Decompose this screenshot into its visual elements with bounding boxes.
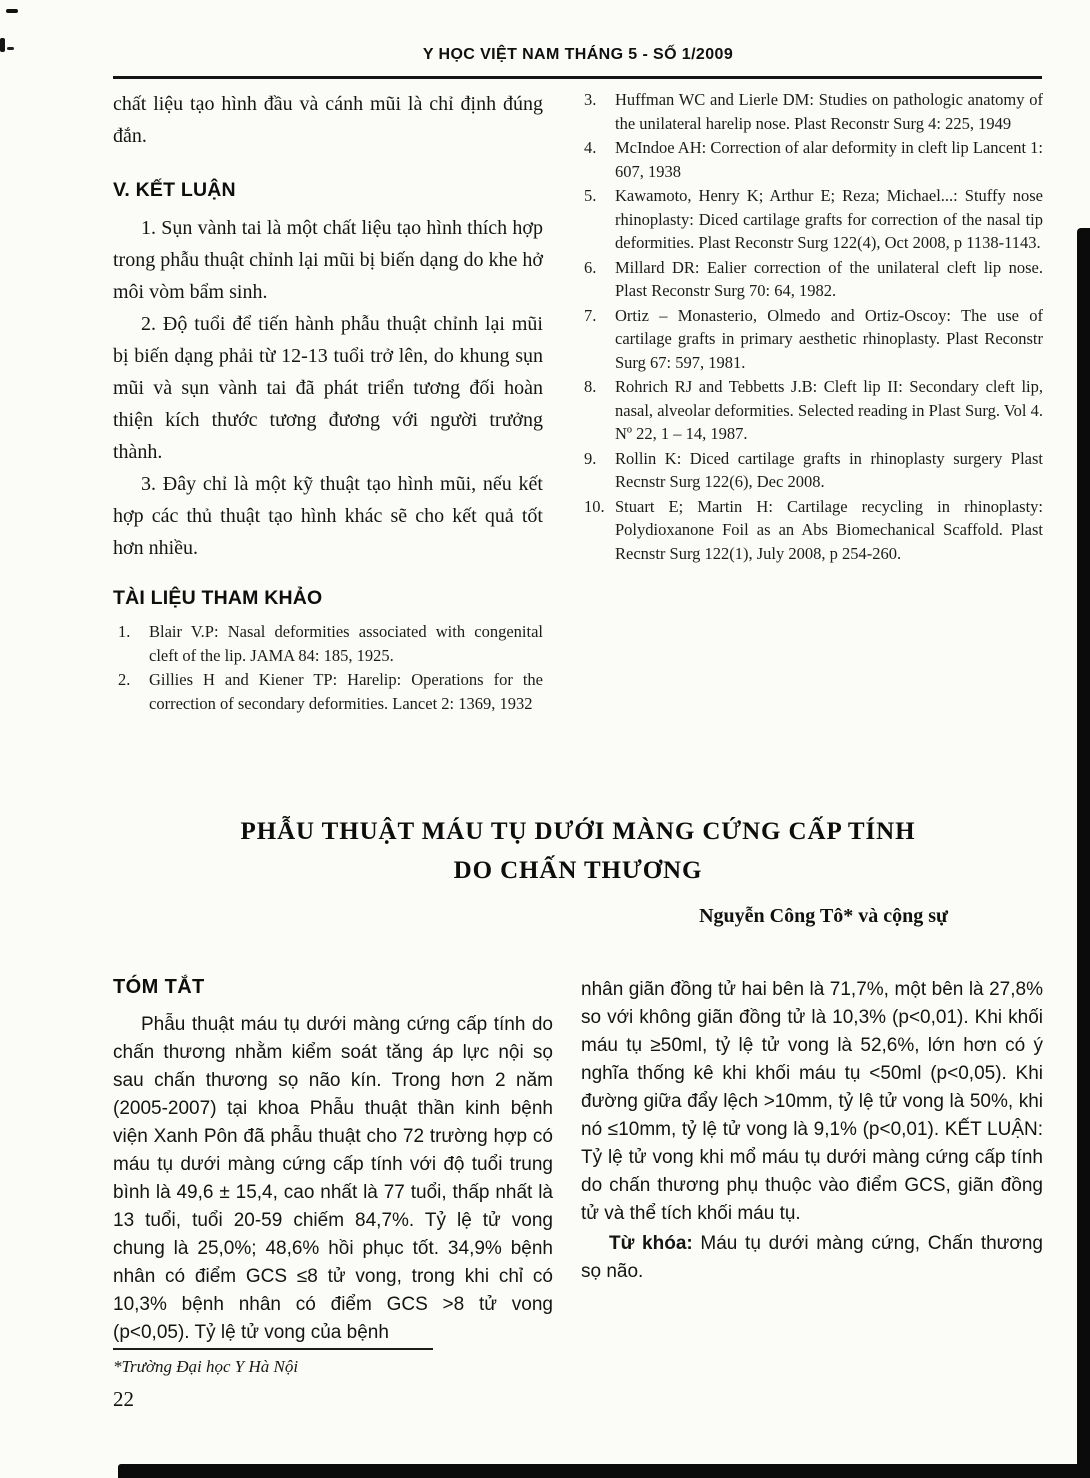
abstract-right-column xyxy=(581,976,1043,1347)
reference-item xyxy=(579,88,1043,135)
scan-speck xyxy=(7,47,14,50)
reference-text: Gillies H and Kiener TP: Harelip: Operations for the correction of secondary deformities. Lancet 2: 1369, 1932 xyxy=(149,670,543,713)
reference-item xyxy=(579,256,1043,303)
reference-item xyxy=(579,304,1043,375)
left-column xyxy=(113,88,543,716)
reference-text: Blair V.P: Nasal deformities associated with congenital cleft of the lip. JAMA 84: 185, 1925. xyxy=(149,622,543,665)
abstract-text-right: nhân giãn đồng tử hai bên là 71,7%, một bên là 27,8% so với không giãn đồng tử là 10,3% (p<0,01). Khi khối máu tụ ≥50ml, tỷ lệ tử vong là 52,6%, lớn hơn có ý nghĩa thống kê khi khối máu tụ <50ml (p<0,05). Khi đường giữa đẩy lệch >10mm, tỷ lệ tử vong là 50%, khi nó ≤10mm, tỷ lệ tử vong là 9,1% (p<0,01). KẾT LUẬN: Tỷ lệ tử vong khi mổ máu tụ dưới màng cứng cấp tính do chấn thương phụ thuộc vào điểm GCS, giãn đồng tử và thể tích khối máu tụ. xyxy=(581,979,1043,1224)
reference-number: 10. xyxy=(584,496,605,516)
journal-header: Y HỌC VIỆT NAM THÁNG 5 - SỐ 1/2009 xyxy=(422,46,734,63)
reference-item xyxy=(579,447,1043,494)
references-heading: TÀI LIỆU THAM KHẢO xyxy=(113,587,323,609)
scan-speck xyxy=(6,9,18,13)
scan-speck xyxy=(0,38,5,52)
reference-number: 5. xyxy=(584,186,597,205)
reference-number: 7. xyxy=(584,305,597,325)
conclusion-point: 1. Sụn vành tai là một chất liệu tạo hình thích hợp trong phẫu thuật chỉnh lại mũi bị biến dạng do khe hở môi vòm bẩm sinh. xyxy=(113,217,543,303)
reference-text: Kawamoto, Henry K; Arthur E; Reza; Michael...: Stuffy nose rhinoplasty: Diced cartilage grafts for correction of the nasal tip deformities. Plast Reconstr Surg 122(4), Oct 2008, p 1138-1143. xyxy=(615,186,1043,252)
reference-text: Huffman WC and Lierle DM: Studies on pathologic anatomy of the unilateral harelip nose. Plast Reconstr Surg 4: 225, 1949 xyxy=(615,90,1043,133)
footnote-rule xyxy=(113,1348,433,1350)
conclusion-point: 3. Đây chỉ là một kỹ thuật tạo hình mũi, nếu kết hợp các thủ thuật tạo hình khác sẽ cho kết quả tốt hơn nhiều. xyxy=(113,473,543,559)
scan-artifact-bottom-bar xyxy=(118,1464,1090,1478)
reference-item xyxy=(579,184,1043,255)
reference-text: Stuart E; Martin H: Cartilage recycling in rhinoplasty: Polydioxanone Foil as an Abs Biomechanical Scaffold. Plast Recnstr Surg 122(1), July 2008, p 254-260. xyxy=(615,496,1043,563)
abstract-left-column xyxy=(113,976,553,1347)
header-rule xyxy=(113,76,1042,79)
reference-text: Rohrich RJ and Tebbetts J.B: Cleft lip II: Secondary cleft lip, nasal, alveolar deformities. Selected reading in Plast Surg. Vol 4. Nº 22, 1 – 14, 1987. xyxy=(615,377,1043,443)
keywords-label: Từ khóa: xyxy=(609,1233,693,1254)
reference-number: 3. xyxy=(584,90,597,109)
page-footer xyxy=(113,1348,613,1412)
affiliation-footnote: *Trường Đại học Y Hà Nội xyxy=(113,1357,299,1376)
article-title xyxy=(113,812,1043,890)
conclusion-heading: V. KẾT LUẬN xyxy=(113,179,236,201)
reference-item xyxy=(113,668,543,715)
reference-item xyxy=(579,375,1043,446)
top-section xyxy=(113,88,1043,716)
reference-number: 4. xyxy=(584,138,597,157)
abstract-heading: TÓM TẮT xyxy=(113,976,205,998)
reference-number: 8. xyxy=(584,377,597,396)
page-number: 22 xyxy=(113,1387,134,1411)
reference-text: Rollin K: Diced cartilage grafts in rhinoplasty surgery Plast Recnstr Surg 122(6), Dec 2008. xyxy=(615,448,1043,491)
article-2-header xyxy=(113,812,1043,928)
reference-item xyxy=(579,495,1043,566)
abstract-text-left: Phẫu thuật máu tụ dưới màng cứng cấp tính do chấn thương nhằm kiểm soát tăng áp lực nội sọ sau chấn thương sọ não kín. Trong hơn 2 năm (2005-2007) tại khoa Phẫu thuật thần kinh bệnh viện Xanh Pôn đã phẫu thuật cho 72 trường hợp có máu tụ dưới màng cứng cấp tính với độ tuổi trung bình là 49,6 ± 15,4, cao nhất là 77 tuổi, thấp nhất là 13 tuổi, tuổi 20-59 chiếm 84,7%. Tỷ lệ tử vong chung là 25,0%; 48,6% hồi phục tốt. 34,9% bệnh nhân có điểm GCS ≤8 tử vong, trong khi chỉ có 10,3% bệnh nhân có điểm GCS >8 tử vong (p<0,05). Tỷ lệ tử vong của bệnh xyxy=(113,1014,553,1343)
scan-artifact-right-bar xyxy=(1077,228,1090,1478)
article-title-line-1: PHẪU THUẬT MÁU TỤ DƯỚI MÀNG CỨNG CẤP TÍNH xyxy=(240,818,916,845)
reference-number: 6. xyxy=(584,257,597,277)
reference-number: 1. xyxy=(118,622,131,641)
reference-text: McIndoe AH: Correction of alar deformity in cleft lip Lancent 1: 607, 1938 xyxy=(615,138,1043,181)
reference-item xyxy=(579,136,1043,183)
keywords-text: Máu tụ dưới màng cứng, Chấn thương sọ não. xyxy=(581,1233,1043,1282)
reference-text: Ortiz – Monasterio, Olmedo and Ortiz-Oscoy: The use of cartilage grafts in primary aesthetic rhinoplasty. Plast Reconstr Surg 67: 597, 1981. xyxy=(615,305,1043,372)
conclusion-point: 2. Độ tuổi để tiến hành phẫu thuật chỉnh lại mũi bị biến dạng phải từ 12-13 tuổi trở lên, do khung sụn mũi và sụn vành tai đã phát triển tương đối hoàn thiện kích thước tương đương với người trưởng thành. xyxy=(113,313,543,463)
abstract-section xyxy=(113,976,1043,1347)
reference-text: Millard DR: Ealier correction of the unilateral cleft lip nose. Plast Reconstr Surg 70: 64, 1982. xyxy=(615,257,1043,300)
paragraph-continuation: chất liệu tạo hình đầu và cánh mũi là chỉ định đúng đắn. xyxy=(113,93,543,147)
keywords-line xyxy=(581,1230,1043,1286)
article-author: Nguyễn Công Tô* và cộng sự xyxy=(699,905,948,927)
reference-number: 9. xyxy=(584,448,597,468)
article-title-line-2: DO CHẤN THƯƠNG xyxy=(453,857,703,884)
right-column xyxy=(579,88,1043,716)
reference-item xyxy=(113,620,543,667)
reference-number: 2. xyxy=(118,670,131,689)
